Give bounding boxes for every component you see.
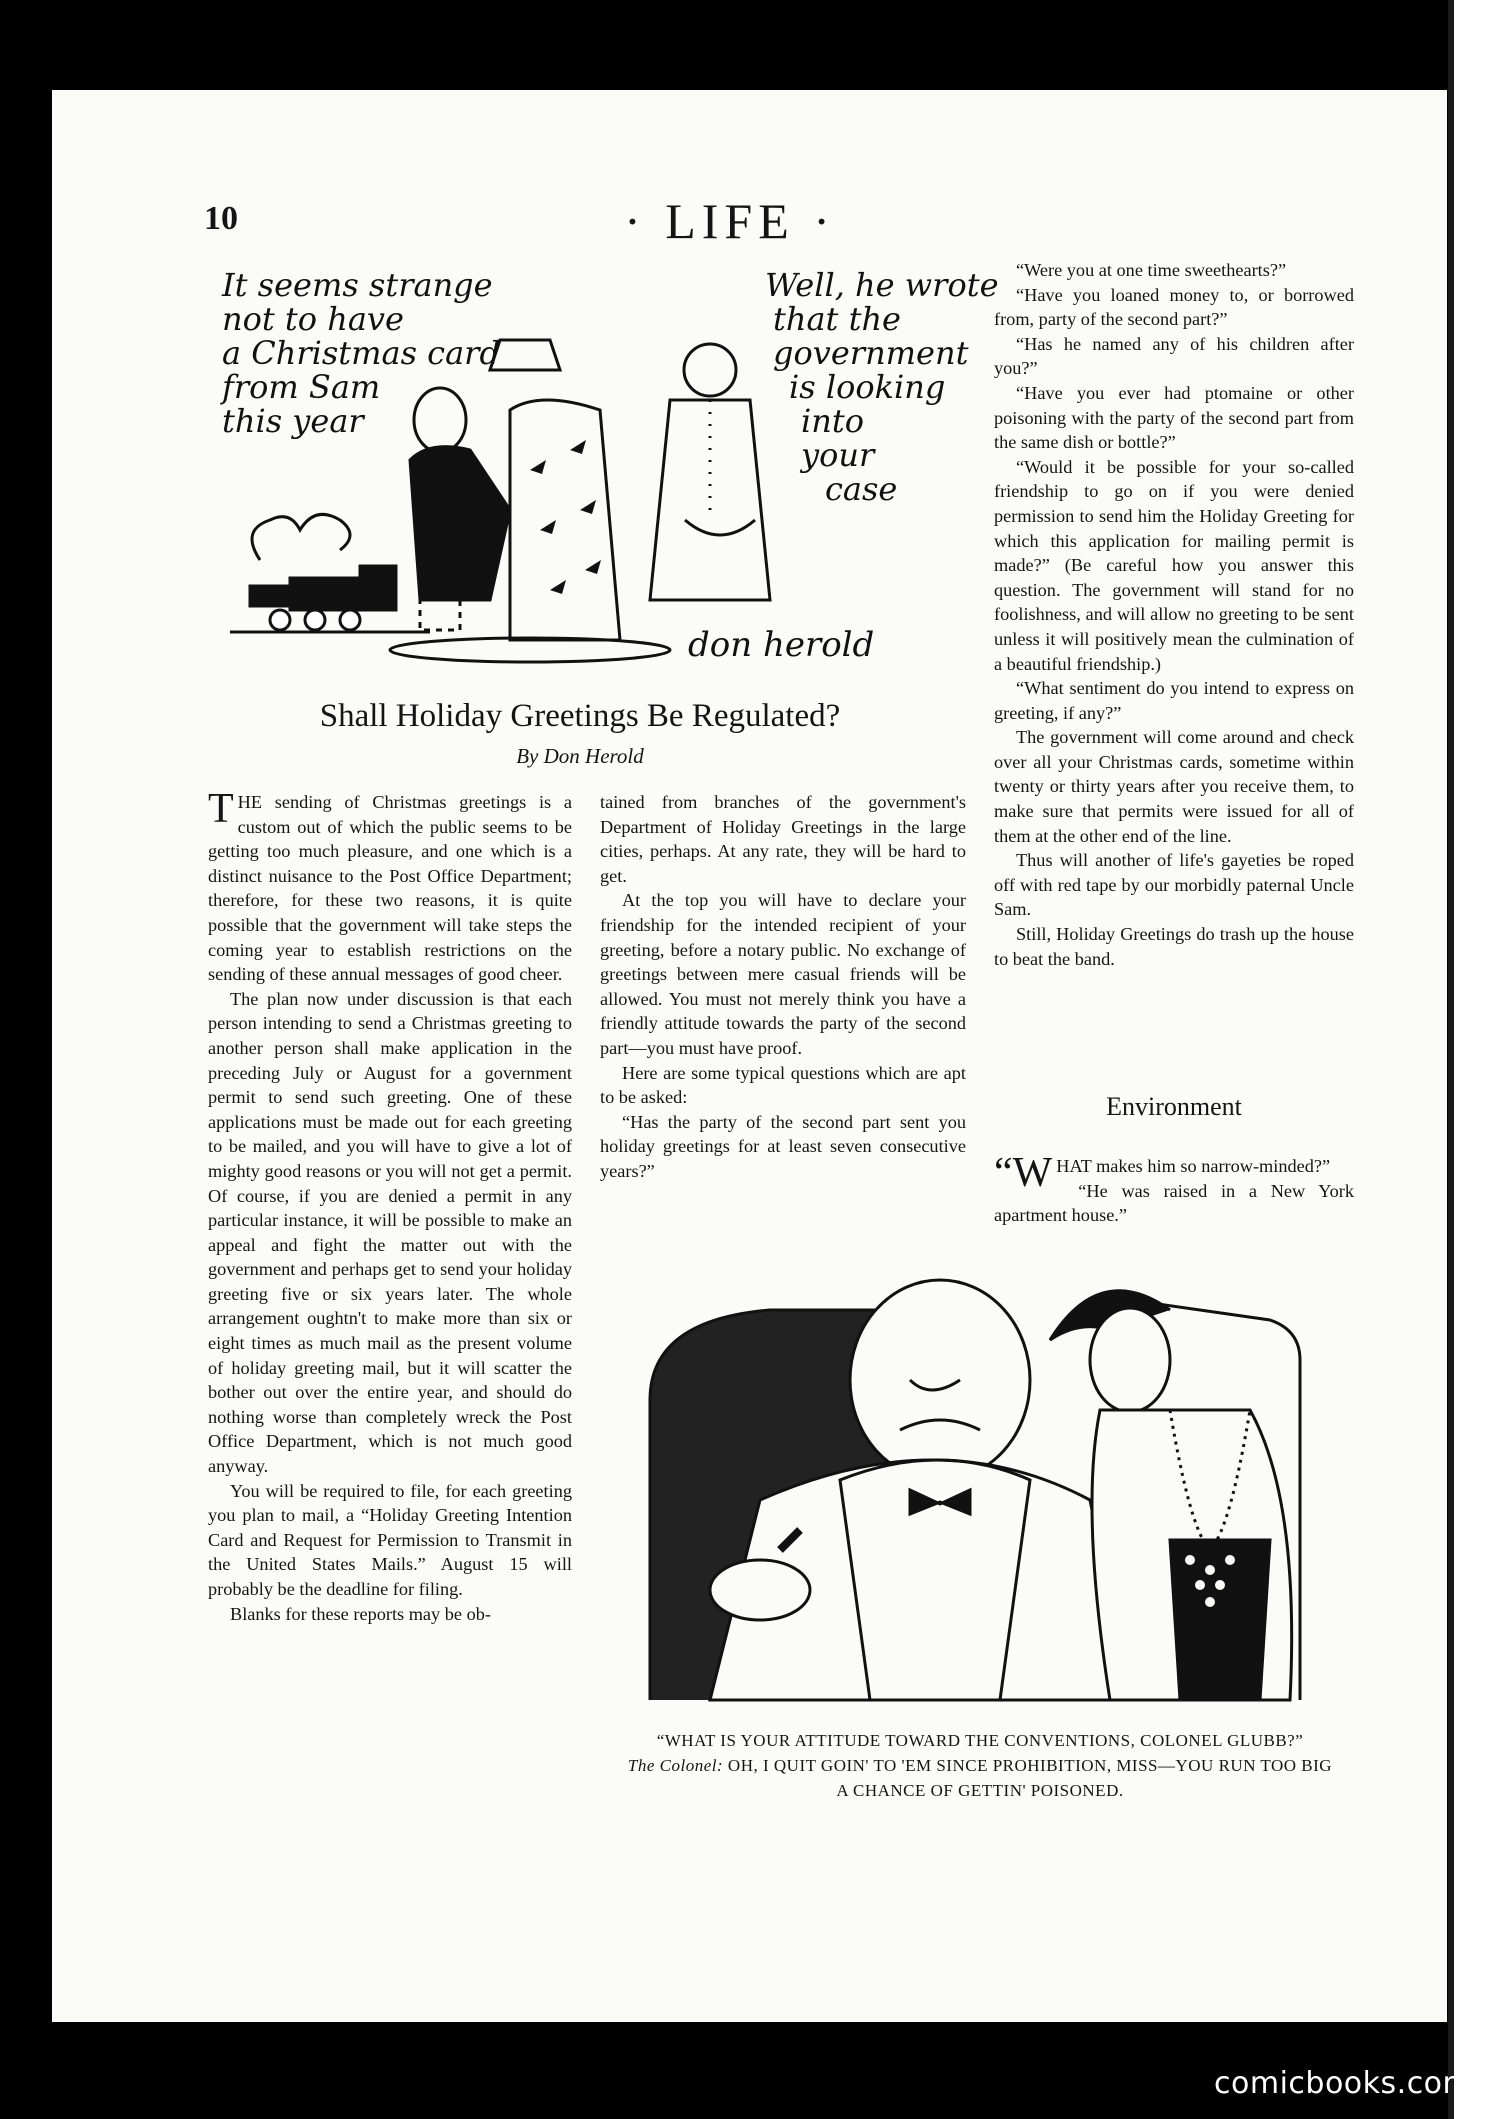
magazine-title: · LIFE ·	[624, 193, 836, 249]
drop-cap: “W	[994, 1150, 1053, 1196]
paragraph: “Has he named any of his children after you?”	[994, 333, 1354, 379]
paragraph: You will be required to file, for each greeting you plan to mail, a “Holiday Greeting Intention Card and Request for Permission to Transmit in the United States Mails.” August 15 will probably be the deadline for filing.	[208, 1480, 572, 1599]
paragraph: “Would it be possible for your so-called friendship to go on if you were denied permission to send him the Holiday Greeting for which this application for mailing permit is made?” (Be careful how you answer this question. The government will stand for no foolishness, and will allow no greeting to be sent unless it will positively mean the culmination of a beautiful friendship.)	[994, 456, 1354, 674]
paragraph: “Were you at one time sweethearts?”	[1016, 260, 1287, 280]
paragraph: THE sending of Christmas greetings is a custom out of which the public seems to be getting too much pleasure, and one which is a distinct nuisance to the Post Office Department; therefore, for these two reasons, it is quite possible that the government will take steps the coming year to establish restrictions on the sending of these annual messages of good cheer.	[208, 786, 572, 985]
paragraph: Still, Holiday Greetings do trash up the house to beat the band.	[994, 924, 1354, 969]
article-column-2	[600, 790, 966, 1184]
caption-right-line: that the	[773, 300, 901, 338]
paragraph: “Has the party of the second part sent you holiday greetings for at least seven consecutive years?”	[600, 1111, 966, 1181]
drop-cap: T	[208, 786, 234, 832]
caption-line: The Colonel: OH, I QUIT GOIN' TO 'EM SINCE PROHIBITION, MISS—YOU RUN TOO BIG	[627, 1756, 1333, 1775]
caption-speaker: The Colonel:	[627, 1756, 724, 1775]
paragraph: “Have you loaned money to, or borrowed from, party of the second part?”	[994, 284, 1354, 330]
paragraph: Thus will another of life's gayeties be roped off with red tape by our morbidly paternal Uncle Sam.	[994, 850, 1354, 920]
page-number: 10	[204, 200, 238, 237]
caption-left-line: this year	[222, 402, 364, 440]
caption-left-line: not to have	[222, 300, 404, 338]
caption-left-line: a Christmas card	[222, 334, 500, 372]
caption-line: A CHANCE OF GETTIN' POISONED.	[836, 1781, 1124, 1800]
caption-right-line: case	[825, 470, 898, 508]
paragraph: At the top you will have to declare your friendship for the intended recipient of your greeting, before a notary public. No exchange of greetings between mere casual friends will be allowed. You must not merely think you have a friendly attitude towards the party of the second part—you must have proof.	[600, 890, 966, 1058]
paragraph: tained from branches of the government's Department of Holiday Greetings in the large cities, perhaps. At any rate, they will be hard to get.	[600, 792, 966, 886]
paragraph: “What sentiment do you intend to express on greeting, if any?”	[994, 678, 1354, 723]
environment-heading: Environment	[1106, 1092, 1242, 1121]
cartoon-caption	[600, 1728, 1360, 1803]
caption-left-line: from Sam	[222, 368, 381, 406]
article-column-1	[208, 786, 572, 1626]
caption-right-line: Well, he wrote	[765, 266, 999, 304]
caption-right-line: government	[773, 334, 969, 372]
article-byline: By Don Herold	[516, 744, 644, 768]
top-cartoon-illustration	[230, 330, 850, 670]
paragraph: “He was raised in a New York apartment house.”	[994, 1180, 1354, 1226]
site-watermark: comicbooks.com	[1214, 2066, 1473, 2101]
paragraph: The government will come around and check over all your Christmas cards, sometime within twenty or thirty years after you receive them, to make sure that permits were issued for all of them at the other end of the line.	[994, 727, 1354, 846]
bottom-cartoon-illustration	[610, 1240, 1350, 1710]
caption-right-line: into	[801, 402, 864, 440]
caption-right-line: is looking	[789, 368, 946, 406]
paragraph: “Have you ever had ptomaine or other poisoning with the party of the second part from the same dish or bottle?”	[994, 382, 1354, 453]
caption-left-line: It seems strange	[222, 266, 493, 304]
caption-right-line: your	[801, 436, 875, 474]
paragraph: “WHAT makes him so narrow-minded?”	[994, 1150, 1331, 1196]
artist-signature: don herold	[688, 625, 875, 665]
environment-text	[994, 1150, 1354, 1228]
caption-line: “WHAT IS YOUR ATTITUDE TOWARD THE CONVENTIONS, COLONEL GLUBB?”	[656, 1731, 1304, 1750]
article-title: Shall Holiday Greetings Be Regulated?	[319, 698, 841, 734]
paragraph: The plan now under discussion is that each person intending to send a Christmas greeting to another person shall make application in the preceding July or August for a government permit to send such greeting. One of these applications must be made out for each greeting to be mailed, and you will have to give a lot of mighty good reasons or you will not get a permit. Of course, if you are denied a permit in any particular instance, it will be possible to make an appeal and fight the matter out with the government and perhaps get to send your holiday greeting five or six years later. The whole arrangement oughtn't to make more than six or eight times as much mail as the present volume of holiday greeting mail, but it will scatter the bother out over the entire year, and should do nothing worse than completely wreck the Post Office Department, which is not much good anyway.	[208, 988, 572, 1477]
article-column-3	[994, 258, 1354, 971]
paragraph: Here are some typical questions which are apt to be asked:	[600, 1062, 966, 1108]
paragraph: Blanks for these reports may be ob-	[230, 1603, 491, 1624]
next-page-edge	[1448, 0, 1500, 2119]
